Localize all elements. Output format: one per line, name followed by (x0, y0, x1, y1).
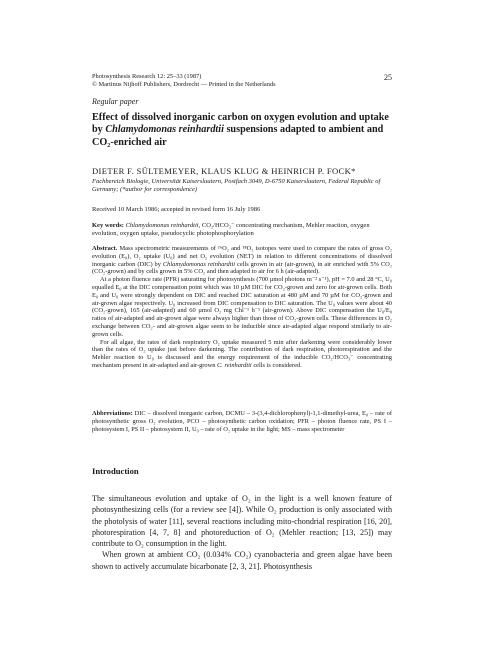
introduction-paragraph-1: The simultaneous evolution and uptake of O₂ in the light is a well known feature of photosynthesizing cells (for a review see [4]). While O₂ production is only associated with the photolysis of water [11], several reactions including mito-chondrial respiration [16, 20], photorespiration [4, 7, 8] and photoreduction of O₂ (Mehler reaction; [13, 25]) may contribute to O₂ consumption in the light. (92, 494, 392, 549)
affiliation: Fachbereich Biologie, Universität Kaiserslautern, Postfach 3049, D-6750 Kaiserslautern, Federal Republic of Germany; (*author for correspondence) (92, 178, 381, 193)
title-species: Chlamydomonas reinhardtii (105, 124, 224, 136)
keywords-label: Key words: (92, 222, 124, 229)
abbreviations (92, 410, 392, 433)
abstract (92, 245, 392, 370)
abstract-paragraph-1 (92, 245, 392, 276)
abstract-p1-species: Chlamydomonas reinhardtii (162, 260, 236, 268)
introduction-paragraph-2: When grown at ambient CO₂ (0.034% CO₂) cyanobacteria and green algae have been shown to actively accumulate bicarbonate [2, 3, 21]. Photosynthesis (92, 550, 392, 571)
abstract-p3-species: C. reinhardtii (217, 361, 252, 369)
title-part-2: suspensions adapted to ambient and CO₂-enriched air (92, 124, 384, 148)
keywords-species: Chlamydomonas reinhardtii, (125, 222, 201, 229)
article-title (92, 112, 392, 149)
introduction-heading: Introduction (92, 466, 139, 476)
abstract-paragraph-2: At a photon fluence rate (PFR) saturating for photosynthesis (700 µmol photons m⁻² s⁻¹), pH = 7.0 and 28 °C, U₀ equalled E₀ at the DIC compensation point which was 10 µM DIC for CO₂-grown and zero for air-grown cells. Both E₀ and U₀ were strongly dependent on DIC and reached DIC saturation at 480 µM and 70 µM for CO₂-grown and air-grown algae respectively. U₀ increased from DIC compensation to DIC saturation. The U₀ values were about 40 (CO₂-grown), 165 (air-adapted) and 60 µmol O₂ mg Chl⁻¹ h⁻¹ (air-grown). Above DIC compensation the U₀/E₀ ratios of air-adapted and air-grown algae were always higher than those of CO₂-grown cells. These differences in O₂ exchange between CO₂- and air-grown algae seem to be inducible since air-adapted algae respond similarly to air-grown cells. (92, 276, 392, 338)
article-type: Regular paper (92, 97, 139, 106)
keywords (92, 222, 392, 238)
abstract-label: Abstract. (92, 245, 118, 252)
abbreviations-text: DIC – dissolved inorganic carbon, DCMU – 3-(3,4-dichlorophenyl)-1,1-dimethyl-urea, E₀ – rate of photosynthetic gross O₂ evolution, PCO – photosynthetic carbon oxidation; PFR – photon fluence rate, PS I – photosystem I, PS II – photosystem II, U₀ – rate of O₂ uptake in the light; MS – mass spectrometer (92, 410, 392, 433)
journal-line-2: © Martinus Nijhoff Publishers, Dordrecht — Printed in the Netherlands (92, 81, 276, 88)
introduction-body (92, 493, 392, 572)
journal-citation (92, 73, 392, 89)
received-date: Received 10 March 1986; accepted in revised form 16 July 1986 (92, 206, 261, 213)
abstract-paragraph-3 (92, 339, 392, 370)
page-number: 25 (384, 73, 392, 82)
abstract-p3-text-a: For all algae, the rates of dark respiratory O₂ uptake measured 5 min after darkening were considerably lower than the rates of O₂ uptake just before darkening. The contribution of dark respiration, photorespiration and the Mehler reaction to U₀ is discussed and the energy requirement of the inducible CO₂/HCO₃⁻ concentrating mechanism present in air-adapted and air-grown (92, 338, 392, 369)
authors: DIETER F. SÜLTEMEYER, KLAUS KLUG & HEINRICH P. FOCK* (92, 166, 356, 176)
abstract-p1-text-a: Mass spectrometric measurements of ¹⁶O₂ and ¹⁸O₂ isotopes were used to compare the rates of gross O₂ evolution (E₀), O₂ uptake (U₀) and net O₂ evolution (NET) in relation to different concentrations of dissolved inorganic carbon (DIC) by (92, 245, 392, 268)
abbreviations-label: Abbreviations: (92, 410, 133, 417)
keywords-text: CO₂/HCO₃⁻ concentrating mechanism, Mehler reaction, oxygen evolution, oxygen uptake, pseudocyclic photophosphorylation (92, 222, 370, 237)
abstract-p1-text-b: cells grown in air (air-grown), in air enriched with 5% CO₂ (CO₂-grown) and by cells grown in 5% CO₂ and then adapted to air for 6 h (air-adapted). (92, 260, 392, 276)
title-part-1: Effect of dissolved inorganic carbon on oxygen evolution and uptake by (92, 112, 389, 136)
abstract-p3-text-b: cells is considered. (251, 361, 302, 369)
journal-line-1: Photosynthesis Research 12: 25–33 (1987) (92, 73, 202, 80)
